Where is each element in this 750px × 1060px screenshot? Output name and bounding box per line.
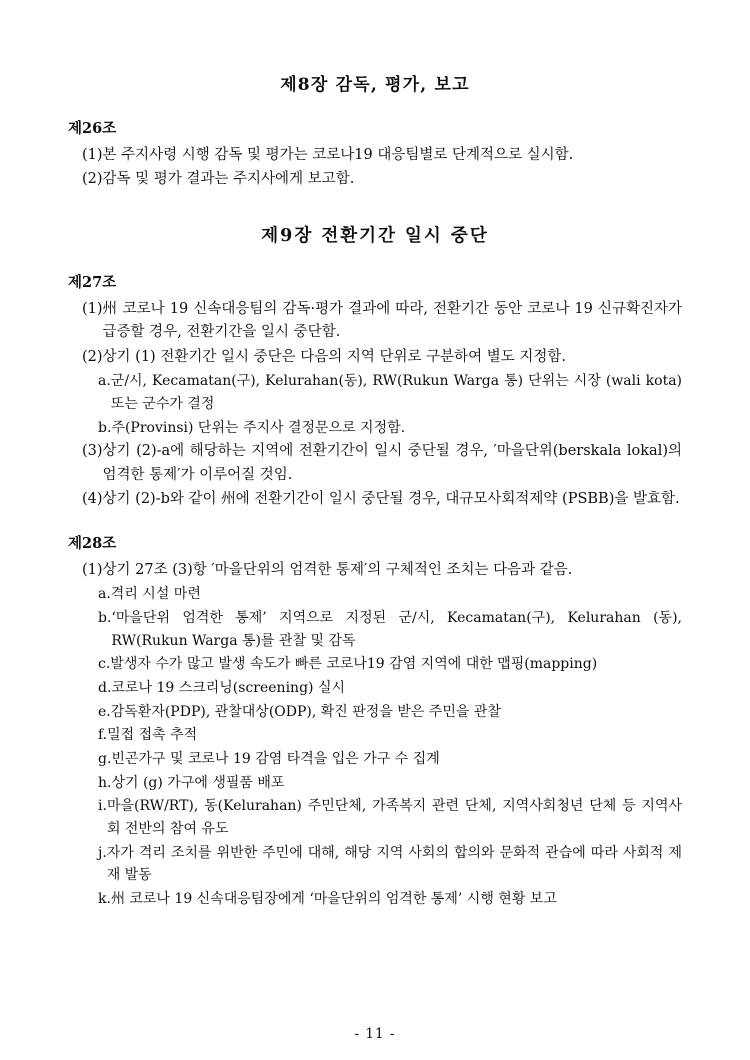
clause-text: 감독환자(PDP), 관찰대상(ODP), 확진 판정을 받은 주민을 관찰 [110, 703, 501, 720]
clause-text: ‘마을단위 엄격한 통제’ 지역으로 지정된 군/시, Kecamatan(구), Kelurahan (동), RW(Rukun Warga 통)를 관찰 및 감독 [111, 610, 682, 649]
clause-text: 마을(RW/RT), 동(Kelurahan) 주민단체, 가족복지 관련 단체, 지역사회청년 단체 등 지역사회 전반의 참여 유도 [106, 798, 682, 838]
clause-text: 상기 (1) 전환기간 일시 중단은 다음의 지역 단위로 구분하여 별도 지정함. [102, 348, 566, 365]
article-28-title: 제28조 [68, 534, 117, 552]
clause-marker: i. [98, 798, 107, 815]
clause-marker: (1) [82, 147, 103, 163]
clause-text: 상기 (g) 가구에 생필품 배포 [111, 774, 285, 791]
clause [68, 440, 682, 487]
clause-text: 州 코로나 19 신속대응팀장에게 ‘마을단위의 엄격한 통제’ 시행 현황 보고 [110, 891, 557, 908]
article-26-title: 제26조 [68, 120, 117, 137]
article-28-block [68, 532, 682, 911]
clause [68, 370, 682, 415]
clause [68, 298, 682, 345]
clause-marker: a. [98, 586, 111, 603]
clause-text: 州 코로나 19 신속대응팀의 감독·평가 결과에 따라, 전환기간 동안 코로나 19 신규확진자가 급증할 경우, 전환기간을 일시 중단함. [102, 300, 682, 341]
clause [68, 417, 682, 440]
clause [68, 488, 682, 511]
clause [68, 168, 682, 191]
clause-text: 감독 및 평가 결과는 주지사에게 보고함. [102, 171, 355, 188]
clause [68, 677, 682, 700]
clause-marker: a. [98, 373, 111, 390]
clause-marker: b. [98, 610, 112, 627]
clause-text: 코로나 19 스크리닝(screening) 실시 [111, 680, 345, 697]
clause-text: 발생자 수가 많고 발생 속도가 빠른 코로나19 감염 지역에 대한 맵핑(mapping) [110, 656, 598, 673]
clause [68, 795, 682, 840]
clause-marker: h. [98, 774, 112, 791]
clause [68, 653, 682, 676]
clause-marker: (1) [82, 300, 103, 317]
clause-marker: (1) [82, 561, 103, 578]
chapter-8-heading: 제8장 감독, 평가, 보고 [280, 75, 470, 95]
clause-marker: b. [98, 419, 112, 436]
clause-marker: (2) [82, 171, 103, 188]
article-27-block [68, 271, 682, 512]
clause-text: 격리 시설 마련 [110, 586, 201, 603]
clause-text: 밀접 접촉 추적 [107, 727, 198, 744]
clause-text: 빈곤가구 및 코로나 19 감염 타격을 입은 가구 수 집계 [111, 751, 440, 768]
clause-marker: c. [98, 656, 111, 673]
clause-marker: (2) [82, 348, 103, 365]
clause [68, 724, 682, 747]
clause-marker: k. [98, 891, 111, 908]
clause-text: 주(Provinsi) 단위는 주지사 결정문으로 지정함. [111, 419, 406, 436]
clause-text: 상기 (2)-b와 같이 州에 전환기간이 일시 중단될 경우, 대규모사회적제약 (PSBB)을 발효함. [102, 491, 680, 508]
article-27-title: 제27조 [68, 273, 117, 291]
clause [68, 701, 682, 724]
clause-text: 상기 (2)-a에 해당하는 지역에 전환기간이 일시 중단될 경우, ′마을단위(berskala lokal)의 엄격한 통제′가 이루어질 것임. [102, 443, 682, 483]
page-number: - 11 - [354, 1026, 396, 1042]
article-26-block [68, 117, 682, 192]
clause-marker: (3) [82, 443, 103, 460]
clause [68, 748, 682, 771]
clause-marker: j. [98, 844, 107, 861]
clause-marker: g. [98, 751, 112, 768]
clause-text: 군/시, Kecamatan(구), Kelurahan(동), RW(Rukun Warga 통) 단위는 시장 (wali kota) 또는 군수가 결정 [110, 373, 682, 413]
clause [68, 559, 682, 582]
chapter-9-heading: 제9장 전환기간 일시 중단 [261, 225, 489, 246]
clause-marker: f. [98, 727, 108, 744]
clause-text: 상기 27조 (3)항 ′마을단위의 엄격한 통제′의 구체적인 조치는 다음과 같음. [102, 561, 573, 578]
clause-marker: d. [98, 680, 112, 697]
clause-text: 본 주지사령 시행 감독 및 평가는 코로나19 대응팀별로 단계적으로 실시함. [102, 147, 574, 163]
clause [68, 772, 682, 795]
clause [68, 607, 682, 652]
clause-marker: (4) [82, 491, 103, 508]
clause [68, 888, 682, 911]
clause-text: 자가 격리 조치를 위반한 주민에 대해, 해당 지역 사회의 합의와 문화적 관습에 따라 사회적 제재 발동 [106, 844, 682, 884]
clause [68, 346, 682, 369]
clause [68, 842, 682, 887]
clause-marker: e. [98, 703, 111, 720]
clause [68, 144, 682, 167]
clause [68, 583, 682, 606]
